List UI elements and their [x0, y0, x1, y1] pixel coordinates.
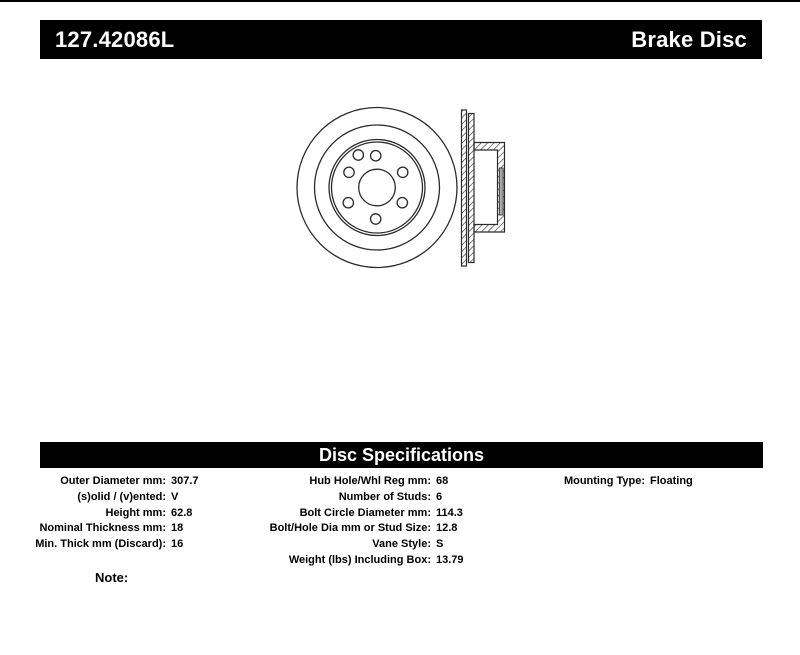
disc-side-view: [462, 110, 505, 266]
spec-label: Hub Hole/Whl Reg mm:: [309, 475, 431, 487]
spec-row-number-of-studs: [255, 490, 464, 506]
spec-value: 16: [171, 538, 184, 551]
spec-label: Vane Style:: [372, 538, 431, 551]
spec-value: S: [436, 538, 444, 551]
header-bar: [40, 20, 762, 59]
disc-front-view: [297, 108, 457, 268]
spec-section-title: Disc Specifications: [40, 442, 763, 468]
bolt-hole: [343, 198, 353, 208]
hub-outer-circle: [329, 140, 425, 236]
spec-row-vane-style: [255, 537, 464, 553]
center-hole: [359, 169, 396, 206]
locating-pin-hole: [353, 150, 363, 160]
bolt-hole: [371, 151, 381, 161]
product-type-title: Brake Disc: [631, 26, 747, 52]
bolt-hole: [371, 214, 381, 224]
note-label: Note:: [95, 570, 129, 585]
spec-label: Bolt/Hole Dia mm or Stud Size:: [269, 522, 431, 535]
spec-row-weight: [255, 553, 464, 569]
spec-row-nominal-thickness: [35, 521, 199, 537]
outboard-friction-plate: [469, 114, 475, 263]
spec-column-right: [480, 474, 693, 490]
spec-value: 68: [436, 475, 449, 487]
spec-value: 62.8: [171, 506, 193, 519]
hub-pilot-face: [499, 168, 503, 215]
hub-inner-circle: [332, 142, 423, 233]
spec-row-min-thick: [35, 537, 199, 553]
spec-label: Bolt Circle Diameter mm:: [299, 506, 431, 519]
spec-label: Mounting Type:: [563, 475, 645, 487]
inboard-friction-plate: [462, 110, 467, 266]
spec-row-hub-hole: [255, 474, 464, 490]
spec-label: Min. Thick mm (Discard):: [35, 538, 166, 551]
spec-label: Height mm:: [105, 506, 166, 519]
spec-value: 13.79: [436, 553, 464, 566]
spec-label: Weight (lbs) Including Box:: [288, 553, 431, 566]
spec-label: Outer Diameter mm:: [60, 475, 166, 487]
bolt-hole: [398, 167, 408, 177]
disc-outer-edge: [297, 108, 457, 268]
spec-value: V: [171, 490, 179, 503]
spec-value: 114.3: [436, 506, 463, 519]
spec-column-left: [35, 474, 199, 553]
spec-label: Number of Studs:: [338, 490, 431, 503]
spec-row-bolt-circle-diameter: [255, 506, 464, 522]
spec-label: Nominal Thickness mm:: [39, 522, 166, 535]
spec-value: Floating: [650, 475, 693, 487]
disc-friction-inner-edge: [315, 125, 440, 250]
spec-value: 6: [436, 490, 443, 503]
spec-row-outer-diameter: [35, 474, 199, 490]
spec-column-middle: [255, 474, 464, 569]
spec-row-bolt-hole-dia: [255, 521, 464, 537]
spec-value: 307.7: [171, 475, 199, 487]
spec-row-height: [35, 506, 199, 522]
spec-value: 12.8: [436, 522, 458, 535]
page-top-border: [0, 0, 800, 2]
brake-disc-drawing: [290, 103, 510, 271]
bolt-hole: [397, 198, 407, 208]
spec-value: 18: [171, 522, 184, 535]
bolt-hole: [344, 167, 354, 177]
spec-row-mounting-type: [480, 474, 693, 490]
spec-row-solid-vented: [35, 490, 199, 506]
part-number: 127.42086L: [55, 26, 175, 52]
spec-label: (s)olid / (v)ented:: [77, 490, 166, 503]
